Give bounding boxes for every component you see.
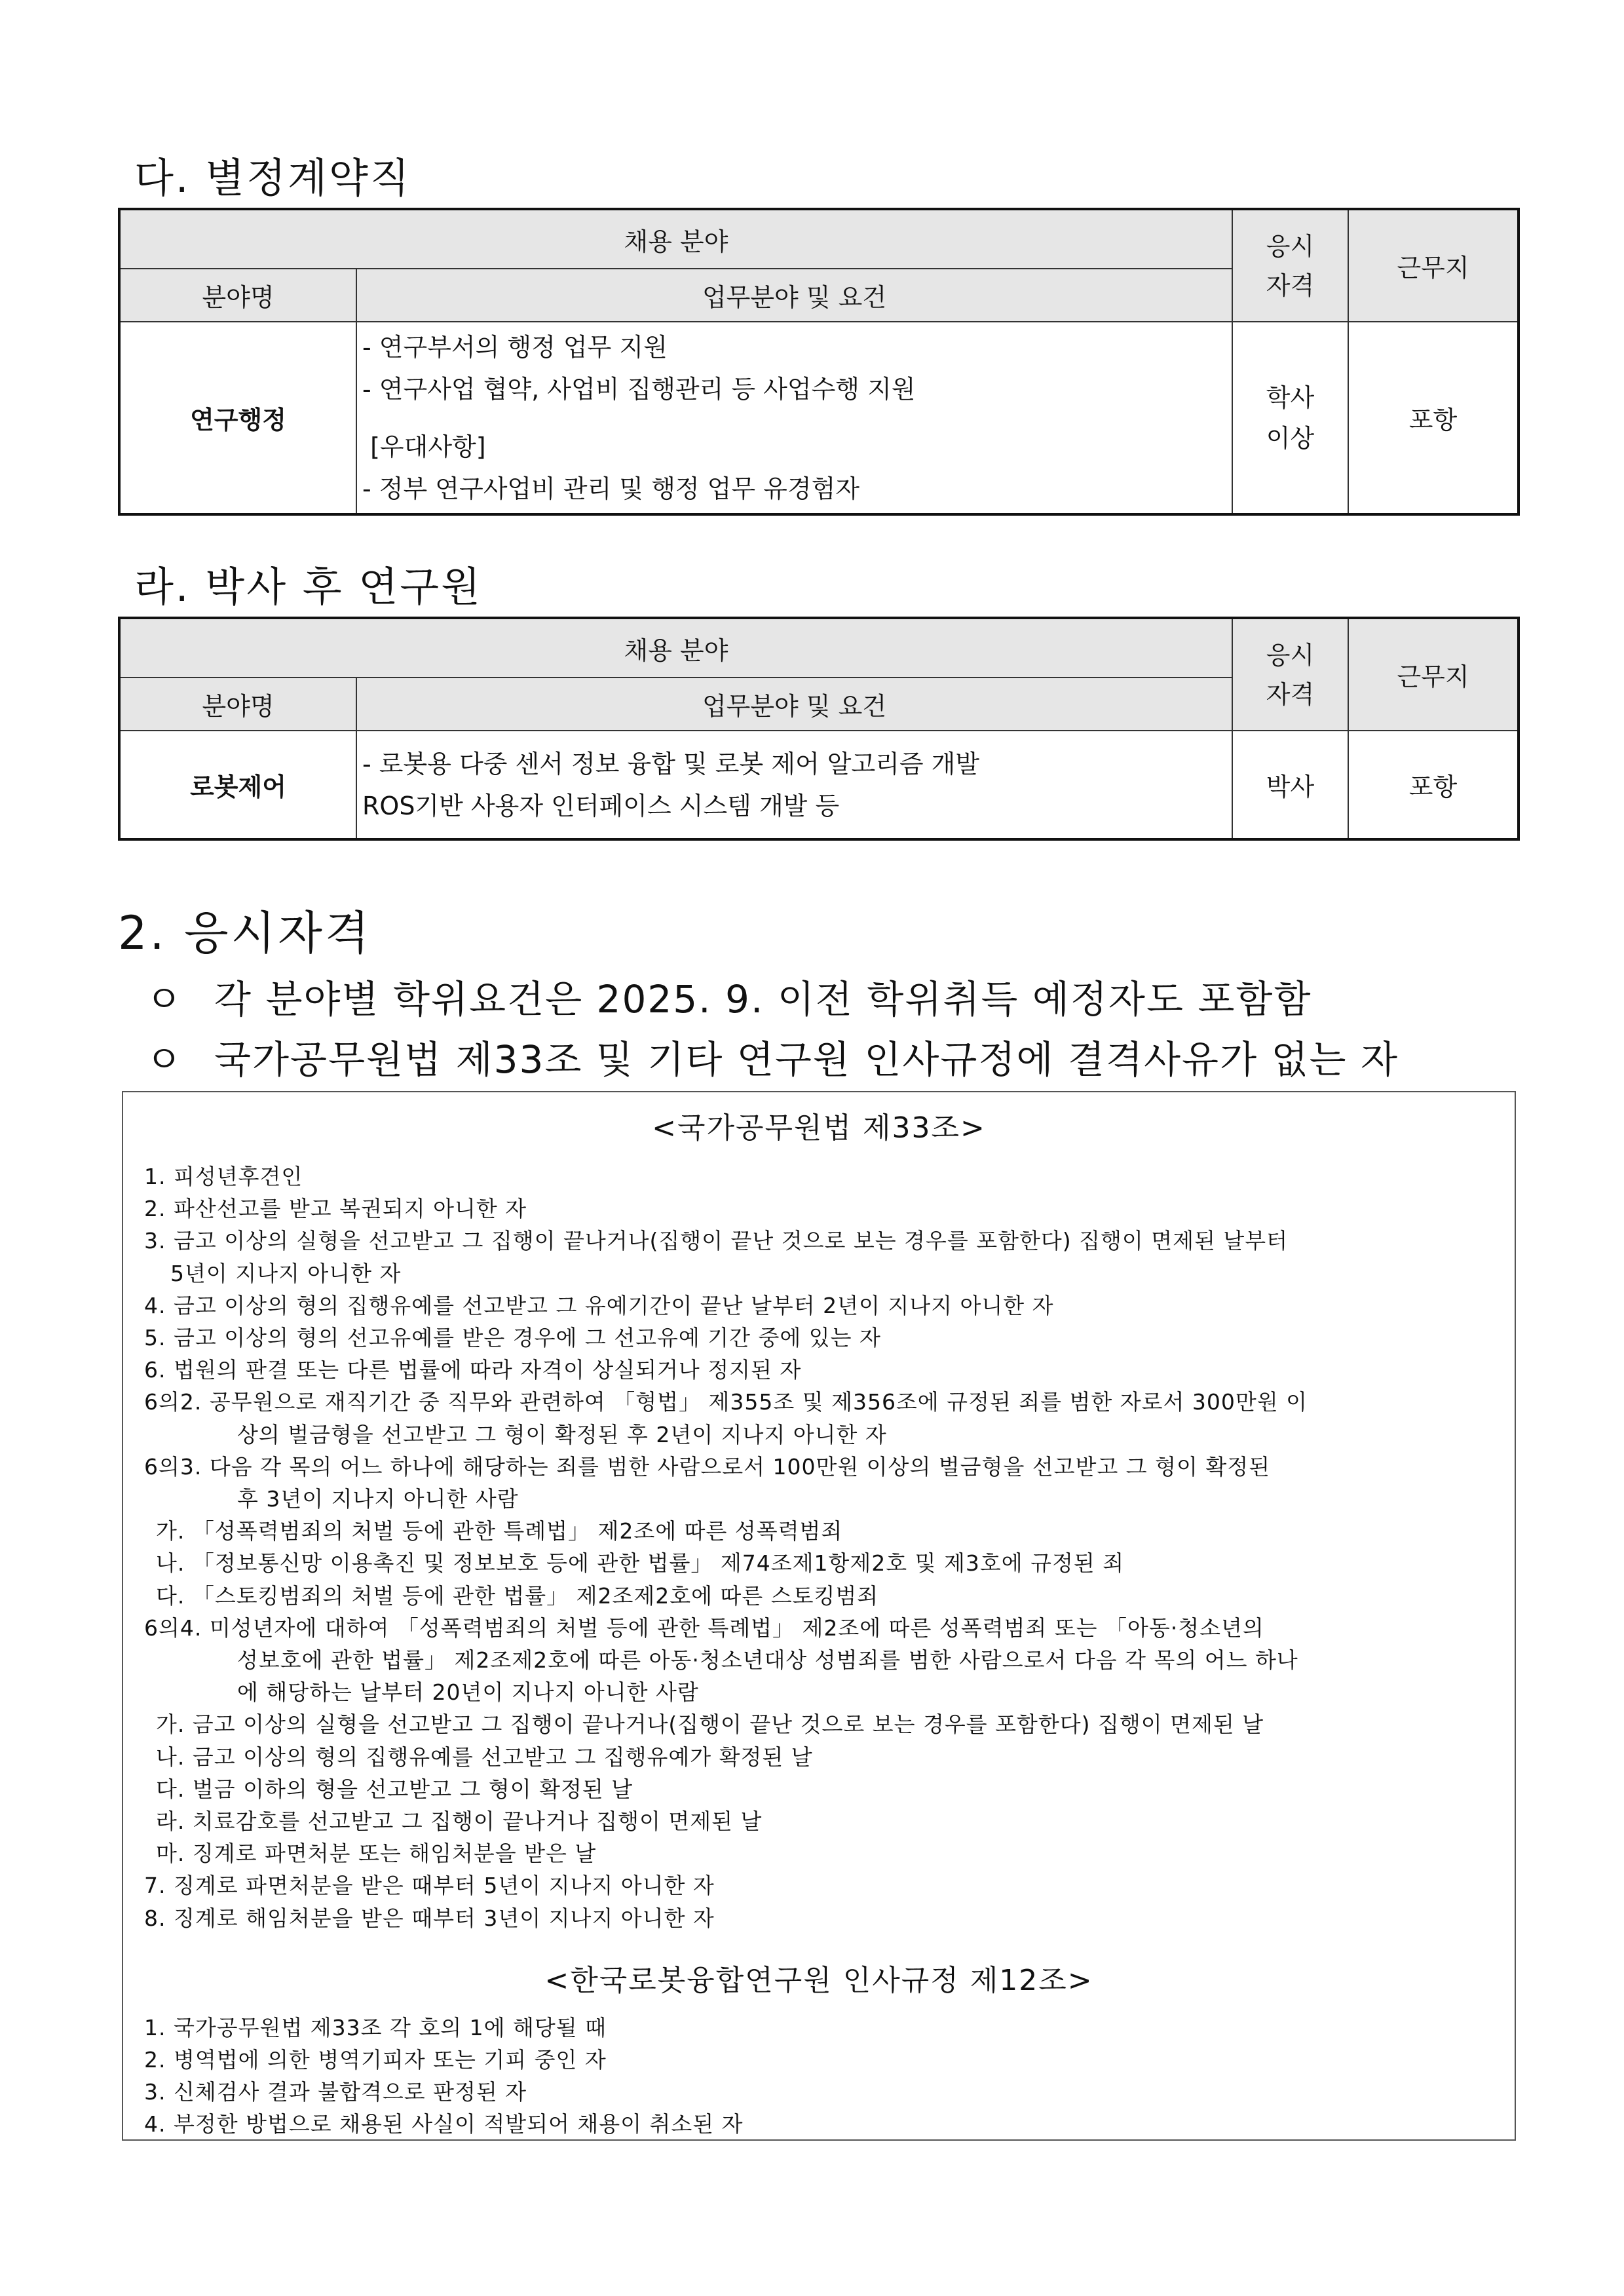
law-item: 7. 징계로 파면처분을 받은 때부터 5년이 지나지 아니한 자 (144, 1873, 715, 1899)
rule-item: 4. 부정한 방법으로 채용된 사실이 적발되어 채용이 취소된 자 (144, 2111, 744, 2137)
duty-line: - 정부 연구사업비 관리 및 행정 업무 유경험자 (362, 474, 860, 503)
law-subitem: 가. 금고 이상의 실형을 선고받고 그 집행이 끝나거나(집행이 끝난 것으로 보는 경우를 포함한다) 집행이 면제된 날 (156, 1712, 1264, 1738)
rule-item: 2. 병역법에 의한 병역기피자 또는 기피 중인 자 (144, 2047, 607, 2073)
header-qualification: 응시 자격 (1232, 209, 1348, 322)
rule-item: 3. 신체검사 결과 불합격으로 판정된 자 (144, 2079, 527, 2105)
preference-heading: [우대사항] (362, 432, 486, 461)
bullet-text: 각 분야별 학위요건은 2025. 9. 이전 학위취득 예정자도 포함함 (214, 977, 1312, 1022)
law-subitem: 마. 징계로 파면처분 또는 해임처분을 받은 날 (156, 1841, 597, 1867)
header-field-name: 분야명 (119, 269, 356, 322)
header-qualification: 응시 자격 (1232, 618, 1348, 731)
duty-line: - 연구부서의 행정 업무 지원 (362, 332, 668, 362)
section-title-special-contract: 다. 별정계약직 (134, 154, 411, 202)
law-item: 6의2. 공무원으로 재직기간 중 직무와 관련하여 「형법」 제355조 및 제356조에 규정된 죄를 범한 자로서 300만원 이 (144, 1389, 1308, 1415)
law-item: 6의4. 미성년자에 대하여 「성폭력범죄의 처벌 등에 관한 특례법」 제2조에 따른 성폭력범죄 또는 「아동·청소년의 (144, 1615, 1264, 1641)
rule-item: 1. 국가공무원법 제33조 각 호의 1에 해당될 때 (144, 2014, 607, 2040)
law-item: 에 해당하는 날부터 20년이 지나지 아니한 사람 (237, 1679, 699, 1706)
header-location: 근무지 (1348, 209, 1519, 322)
field-name-cell: 로봇제어 (119, 731, 356, 839)
law-item: 3. 금고 이상의 실형을 선고받고 그 집행이 끝나거나(집행이 끝난 것으로 보는 경우를 포함한다) 집행이 면제된 날부터 (144, 1228, 1288, 1254)
law-item: 8. 징계로 해임처분을 받은 때부터 3년이 지나지 아니한 자 (144, 1905, 715, 1931)
law33-title: <국가공무원법 제33조> (652, 1111, 986, 1145)
section-title-qualifications: 2. 응시자격 (118, 906, 372, 960)
law-item: 후 3년이 지나지 아니한 사람 (237, 1486, 519, 1512)
recruit-table-postdoc (118, 617, 1520, 841)
location-cell: 포항 (1348, 731, 1519, 839)
header-location: 근무지 (1348, 618, 1519, 731)
law-item: 5년이 지나지 아니한 자 (170, 1260, 402, 1286)
law-subitem: 가. 「성폭력범죄의 처벌 등에 관한 특례법」 제2조에 따른 성폭력범죄 (156, 1518, 843, 1544)
header-field: 채용 분야 (119, 618, 1232, 678)
bullet-disqualification (145, 1029, 1399, 1084)
law-item: 6의3. 다음 각 목의 어느 하나에 해당하는 죄를 범한 사람으로서 100만원 이상의 벌금형을 선고받고 그 형이 확정된 (144, 1453, 1271, 1480)
law-subitem: 나. 「정보통신망 이용촉진 및 정보보호 등에 관한 법률」 제74조제1항제2호 및 제3호에 규정된 죄 (156, 1550, 1125, 1577)
disqualification-box (122, 1091, 1516, 2141)
qualification-cell: 학사 이상 (1232, 322, 1348, 514)
header-field: 채용 분야 (119, 209, 1232, 269)
header-field-name: 분야명 (119, 678, 356, 731)
rule12-list (123, 2012, 1515, 2141)
law33-list (123, 1160, 1515, 1934)
law-item: 1. 피성년후견인 (144, 1164, 303, 1189)
header-duties: 업무분야 및 요건 (356, 678, 1232, 731)
qualification-cell: 박사 (1232, 731, 1348, 839)
field-name-cell: 연구행정 (119, 322, 356, 514)
bullet-mark: ㅇ (145, 977, 184, 1022)
bullet-text: 국가공무원법 제33조 및 기타 연구원 인사규정에 결격사유가 없는 자 (214, 1037, 1399, 1082)
law-item: 성보호에 관한 법률」 제2조제2호에 따른 아동·청소년대상 성범죄를 범한 사람으로서 다음 각 목의 어느 하나 (237, 1647, 1298, 1674)
law-item: 4. 금고 이상의 형의 집행유예를 선고받고 그 유예기간이 끝난 날부터 2년이 지나지 아니한 자 (144, 1292, 1054, 1318)
section-title-postdoc: 라. 박사 후 연구원 (134, 563, 483, 611)
law-subitem: 라. 치료감호를 선고받고 그 집행이 끝나거나 집행이 면제된 날 (156, 1808, 763, 1835)
law-subitem: 다. 「스토킹범죄의 처벌 등에 관한 법률」 제2조제2호에 따른 스토킹범죄 (156, 1582, 879, 1609)
duty-line: - 로봇용 다중 센서 정보 융합 및 로봇 제어 알고리즘 개발 (362, 749, 980, 778)
law-item: 상의 벌금형을 선고받고 그 형이 확정된 후 2년이 지나지 아니한 자 (237, 1421, 887, 1447)
recruit-table-special-contract (118, 208, 1520, 516)
duty-line: - 연구사업 협약, 사업비 집행관리 등 사업수행 지원 (362, 374, 916, 404)
law-subitem: 나. 금고 이상의 형의 집행유예를 선고받고 그 집행유예가 확정된 날 (156, 1744, 813, 1770)
location-cell: 포항 (1348, 322, 1519, 514)
law-item: 2. 파산선고를 받고 복권되지 아니한 자 (144, 1196, 527, 1222)
duty-line: ROS기반 사용자 인터페이스 시스템 개발 등 (362, 791, 840, 820)
bullet-degree-requirement (145, 968, 1312, 1024)
law-item: 5. 금고 이상의 형의 선고유예를 받은 경우에 그 선고유예 기간 중에 있는 자 (144, 1325, 881, 1351)
header-duties: 업무분야 및 요건 (356, 269, 1232, 322)
rule12-title: <한국로봇융합연구원 인사규정 제12조> (544, 1963, 1093, 1997)
law-item: 6. 법원의 판결 또는 다른 법률에 따라 자격이 상실되거나 정지된 자 (144, 1357, 802, 1383)
duties-cell (356, 731, 1232, 839)
law-subitem: 다. 벌금 이하의 형을 선고받고 그 형이 확정된 날 (156, 1776, 633, 1802)
duties-cell (356, 322, 1232, 514)
bullet-mark: ㅇ (145, 1037, 184, 1082)
